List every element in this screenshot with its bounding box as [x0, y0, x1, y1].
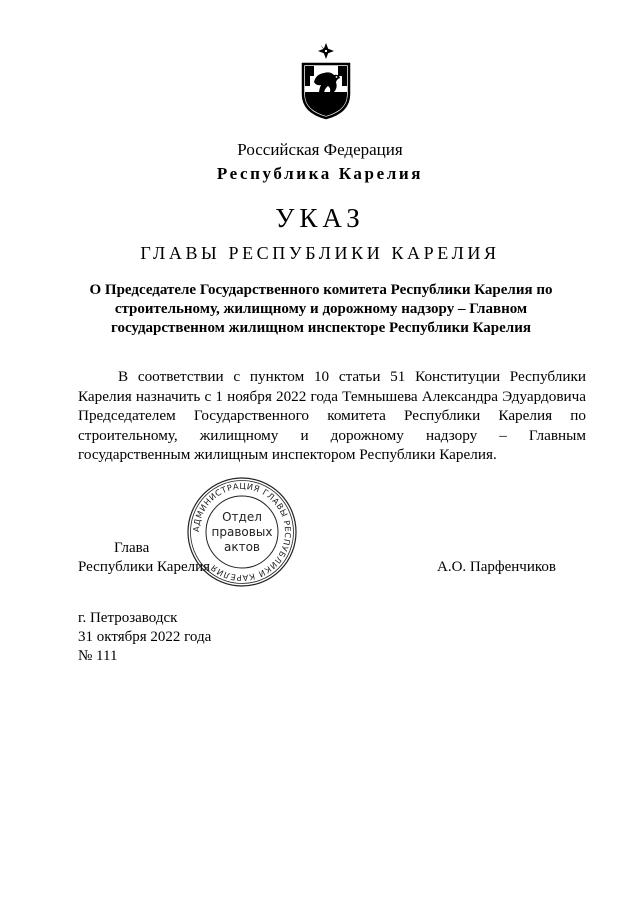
- issuer-title: ГЛАВЫ РЕСПУБЛИКИ КАРЕЛИЯ: [140, 243, 500, 263]
- issue-date: 31 октября 2022 года: [78, 629, 212, 645]
- coat-of-arms-icon: [300, 42, 352, 120]
- stamp-ring-text: АДМИНИСТРАЦИЯ ГЛАВЫ РЕСПУБЛИКИ КАРЕЛИЯ: [190, 480, 294, 584]
- issue-place: г. Петрозаводск: [78, 610, 178, 626]
- stamp-line1: Отдел: [222, 510, 262, 524]
- decree-body: В соответствии с пунктом 10 статьи 51 Конституции Республики Карелия назначить с 1 ноября 2022 года Темнышева Александра Эдуардовича Председателем Государственного комитета Республики Карелия по строительному, жилищному и дорожному надзору – Главным государственным жилищным инспектором Республики Карелия.: [78, 368, 586, 463]
- stamp-line2: правовых: [211, 525, 273, 539]
- signatory-title-line1: Глава: [114, 540, 150, 556]
- decree-number: № 111: [78, 648, 118, 664]
- document-type: УКАЗ: [275, 203, 365, 233]
- decree-subject: О Председателе Государственного комитета Республики Карелия по строительному, жилищному и дорожному надзору – Главном государственном жилищном инспекторе Республики Карелия: [89, 282, 553, 336]
- country-name: Российская Федерация: [237, 140, 403, 159]
- republic-name: Республика Карелия: [216, 164, 424, 183]
- stamp-line3: актов: [223, 540, 261, 554]
- signatory-title-line2: Республики Карелия: [78, 559, 211, 575]
- official-stamp: [186, 476, 298, 588]
- signatory-name: А.О. Парфенчиков: [437, 559, 556, 575]
